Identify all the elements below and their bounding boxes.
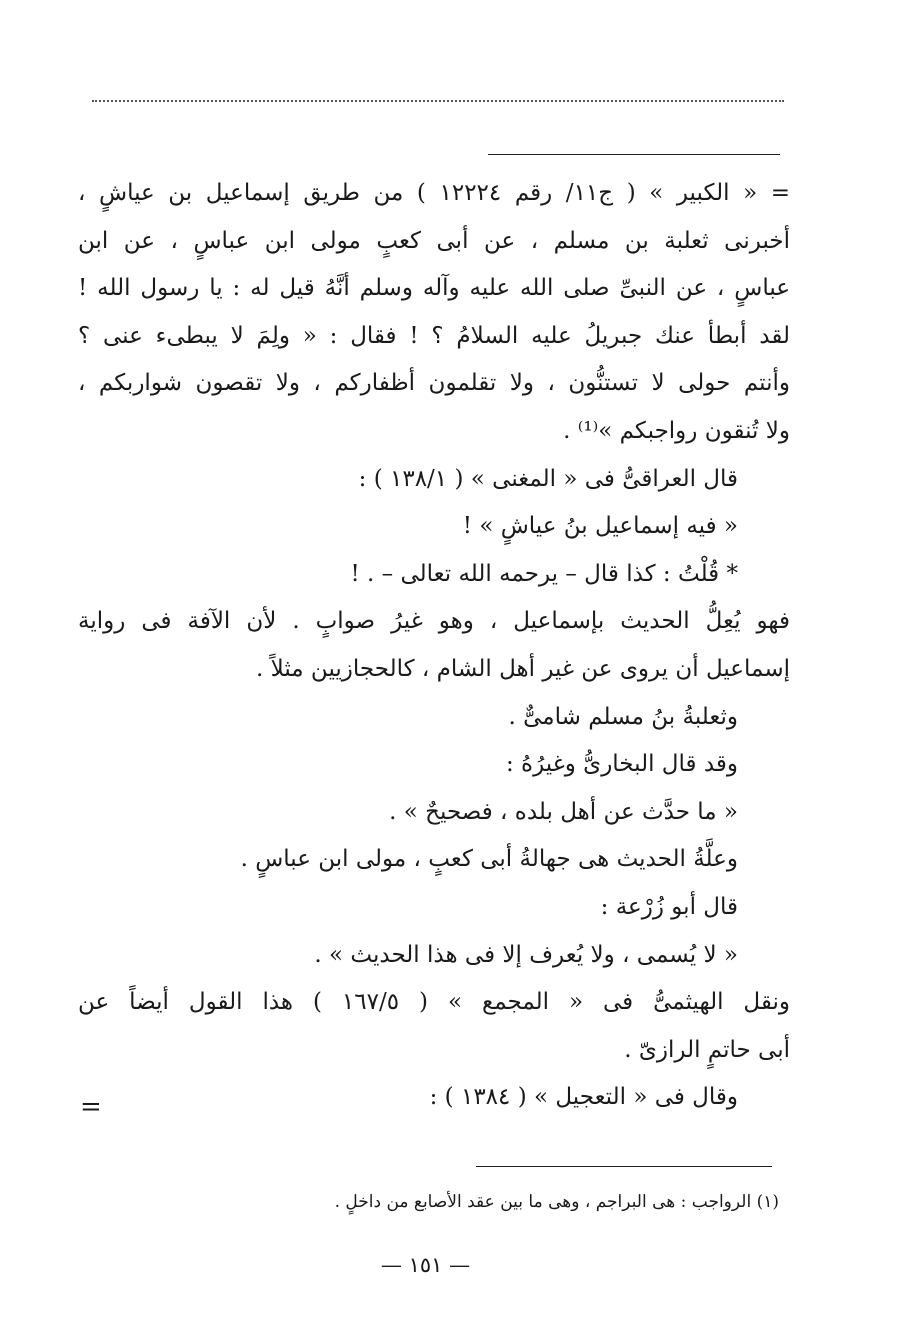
text-line: لقد أبطأ عنك جبريلُ عليه السلامُ ؟ ! فقال : « ولِمَ لا يبطىء عنى ؟ bbox=[78, 322, 790, 349]
text-line: وقال فى « التعجيل » ( ١٣٨٤ ) : bbox=[429, 1084, 738, 1111]
text-line: إسماعيل أن يروى عن غير أهل الشام ، كالحجازيين مثلاً . bbox=[256, 655, 790, 682]
text-line: وقد قال البخارىُّ وغيرُهُ : bbox=[506, 751, 738, 778]
continuation-rule bbox=[488, 154, 780, 155]
text-line: قال أبو زُرْعة : bbox=[600, 893, 738, 920]
text-line: = « الكبير » ( ج١١/ رقم ١٢٢٢٤ ) من طريق إسماعيل بن عياشٍ ، bbox=[78, 180, 791, 206]
text-line: أخبرنى ثعلبة بن مسلم ، عن أبى كعبٍ مولى ابن عباسٍ ، عن ابن bbox=[78, 227, 790, 254]
note-line: * قُلْتُ : كذا قال – يرحمه الله تعالى – . ! bbox=[350, 560, 738, 587]
continuation-mark: = bbox=[80, 1092, 102, 1122]
text-line: وثعلبةُ بنُ مسلم شامىٌّ . bbox=[508, 703, 738, 730]
footnote-rule bbox=[476, 1166, 772, 1167]
main-text-block bbox=[78, 170, 790, 1122]
text-line: عباسٍ ، عن النبىِّ صلى الله عليه وآله وسلم أنَّهُ قيل له : يا رسول الله ! bbox=[78, 275, 790, 302]
text-line: وعلَّةُ الحديث هى جهالةُ أبى كعبٍ ، مولى ابن عباسٍ . bbox=[240, 846, 738, 873]
text-line: أبى حاتمٍ الرازىّ . bbox=[624, 1036, 790, 1063]
text-line: ولا تُنقون رواجبكم »⁽¹⁾ . bbox=[563, 417, 790, 444]
text-line: قال العراقىُّ فى « المغنى » ( ١٣٨/١ ) : bbox=[358, 465, 738, 492]
quote-line: « فيه إسماعيل بنُ عياشٍ » ! bbox=[462, 513, 738, 540]
text-line: وأنتم حولى لا تستنُّون ، ولا تقلمون أظفاركم ، ولا تقصون شواربكم ، bbox=[78, 370, 790, 397]
page-number: — ١٥١ — bbox=[380, 1253, 471, 1277]
text-line: ونقل الهيثمىُّ فى « المجمع » ( ١٦٧/٥ ) هذا القول أيضاً عن bbox=[78, 989, 790, 1016]
header-dotted-rule bbox=[92, 100, 784, 102]
quote-line: « ما حدَّث عن أهل بلده ، فصحيحٌ » . bbox=[389, 798, 738, 825]
text-line: فهو يُعِلُّ الحديث بإسماعيل ، وهو غيرُ صوابٍ . لأن الآفة فى رواية bbox=[78, 608, 790, 635]
quote-line: « لا يُسمى ، ولا يُعرف إلا فى هذا الحديث » . bbox=[314, 941, 738, 968]
footnote: (١) الرواجب : هى البراجم ، وهى ما بين عقد الأصابع من داخلٍ . bbox=[334, 1192, 779, 1212]
